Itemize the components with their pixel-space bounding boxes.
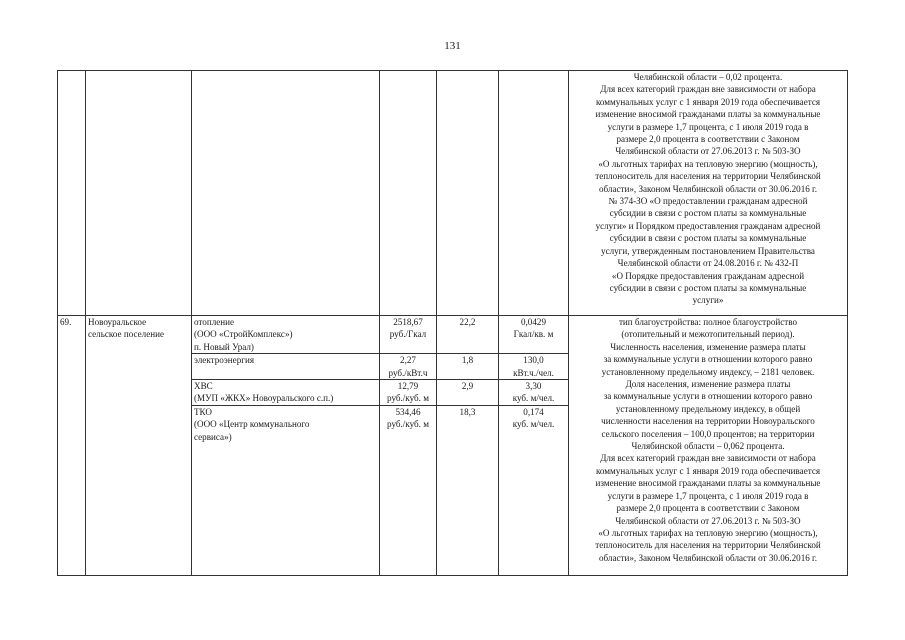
cell-row-number: 69. <box>58 316 86 576</box>
table-row-69-heat <box>58 316 848 354</box>
cell-rate: 22,2 <box>437 316 499 354</box>
table-row-continuation <box>58 71 848 316</box>
cell-norm: 0,0429 Гкал/кв. м <box>499 316 569 354</box>
tariff-table <box>57 70 848 576</box>
cell-service-filler <box>192 445 380 575</box>
cell-name-empty <box>86 71 192 316</box>
cell-norm-filler <box>499 445 569 575</box>
cell-norm: 0,174 куб. м/чел. <box>499 405 569 445</box>
cell-service: отопление (ООО «СтройКомплекс») п. Новый Урал) <box>192 316 380 354</box>
cell-tariff-filler <box>380 445 437 575</box>
cell-description-69: тип благоустройства: полное благоустройство (отопительный и межотопительный период). Численность населения, изменение размера платы за коммунальные услуги в отношении которого равно установленному предельному индексу, – 2181 человек. Доля населения, изменение размера платы за коммунальные услуги в отношении которого равно установленному предельному индексу, в общей численности населения на территории Новоуральского сельского поселения – 100,0 процентов; на территории Челябинской области – 0,062 процента. Для всех категорий граждан вне зависимости от набора коммунальных услуг с 1 января 2019 года обеспечивается изменение вносимой гражданами платы за коммунальные услуги в размере 1,7 процента, с 1 июля 2019 года в размере 2,0 процента в соответствии с Законом Челябинской области от 27.06.2013 г. № 503-ЗО «О льготных тарифах на тепловую энергию (мощность), теплоноситель для населения на территории Челябинской области», Законом Челябинской области от 30.06.2016 г. <box>569 316 848 576</box>
cell-rate: 1,8 <box>437 354 499 380</box>
cell-tariff: 534,46 руб./куб. м <box>380 405 437 445</box>
cell-norm: 3,30 куб. м/чел. <box>499 380 569 406</box>
cell-settlement-name: Новоуральское сельское поселение <box>86 316 192 576</box>
cell-service: ТКО (ООО «Центр коммунального сервиса») <box>192 405 380 445</box>
cell-service: ХВС (МУП «ЖКХ» Новоуральского с.п.) <box>192 380 380 406</box>
cell-rate-empty <box>437 71 499 316</box>
cell-norm: 130,0 кВт.ч./чел. <box>499 354 569 380</box>
cell-tariff: 2,27 руб./кВт.ч <box>380 354 437 380</box>
cell-norm-empty <box>499 71 569 316</box>
cell-tariff-empty <box>380 71 437 316</box>
cell-description: Челябинской области – 0,02 процента. Для всех категорий граждан вне зависимости от набора коммунальных услуг с 1 января 2019 года обеспечивается изменение вносимой гражданами платы за коммунальные услуги в размере 1,7 процента, с 1 июля 2019 года в размере 2,0 процента в соответствии с Законом Челябинской области от 27.06.2013 г. № 503-ЗО «О льготных тарифах на тепловую энергию (мощность), теплоноситель для населения на территории Челябинской области», Законом Челябинской области от 30.06.2016 г. № 374-ЗО «О предоставлении гражданам адресной субсидии в связи с ростом платы за коммунальные услуги» и Порядком предоставления гражданам адресной субсидии в связи с ростом платы за коммунальные услуги, утвержденным постановлением Правительства Челябинской области от 24.08.2016 г. № 432-П «О Порядке предоставления гражданам адресной субсидии в связи с ростом платы за коммунальные услуги» <box>569 71 848 316</box>
cell-tariff: 12,79 руб./куб. м <box>380 380 437 406</box>
cell-rate: 2,9 <box>437 380 499 406</box>
cell-tariff: 2518,67 руб./Гкал <box>380 316 437 354</box>
page-number: 131 <box>444 40 461 52</box>
cell-num-empty <box>58 71 86 316</box>
cell-service-empty <box>192 71 380 316</box>
cell-rate-filler <box>437 445 499 575</box>
cell-service: электроэнергия <box>192 354 380 380</box>
cell-rate: 18,3 <box>437 405 499 445</box>
